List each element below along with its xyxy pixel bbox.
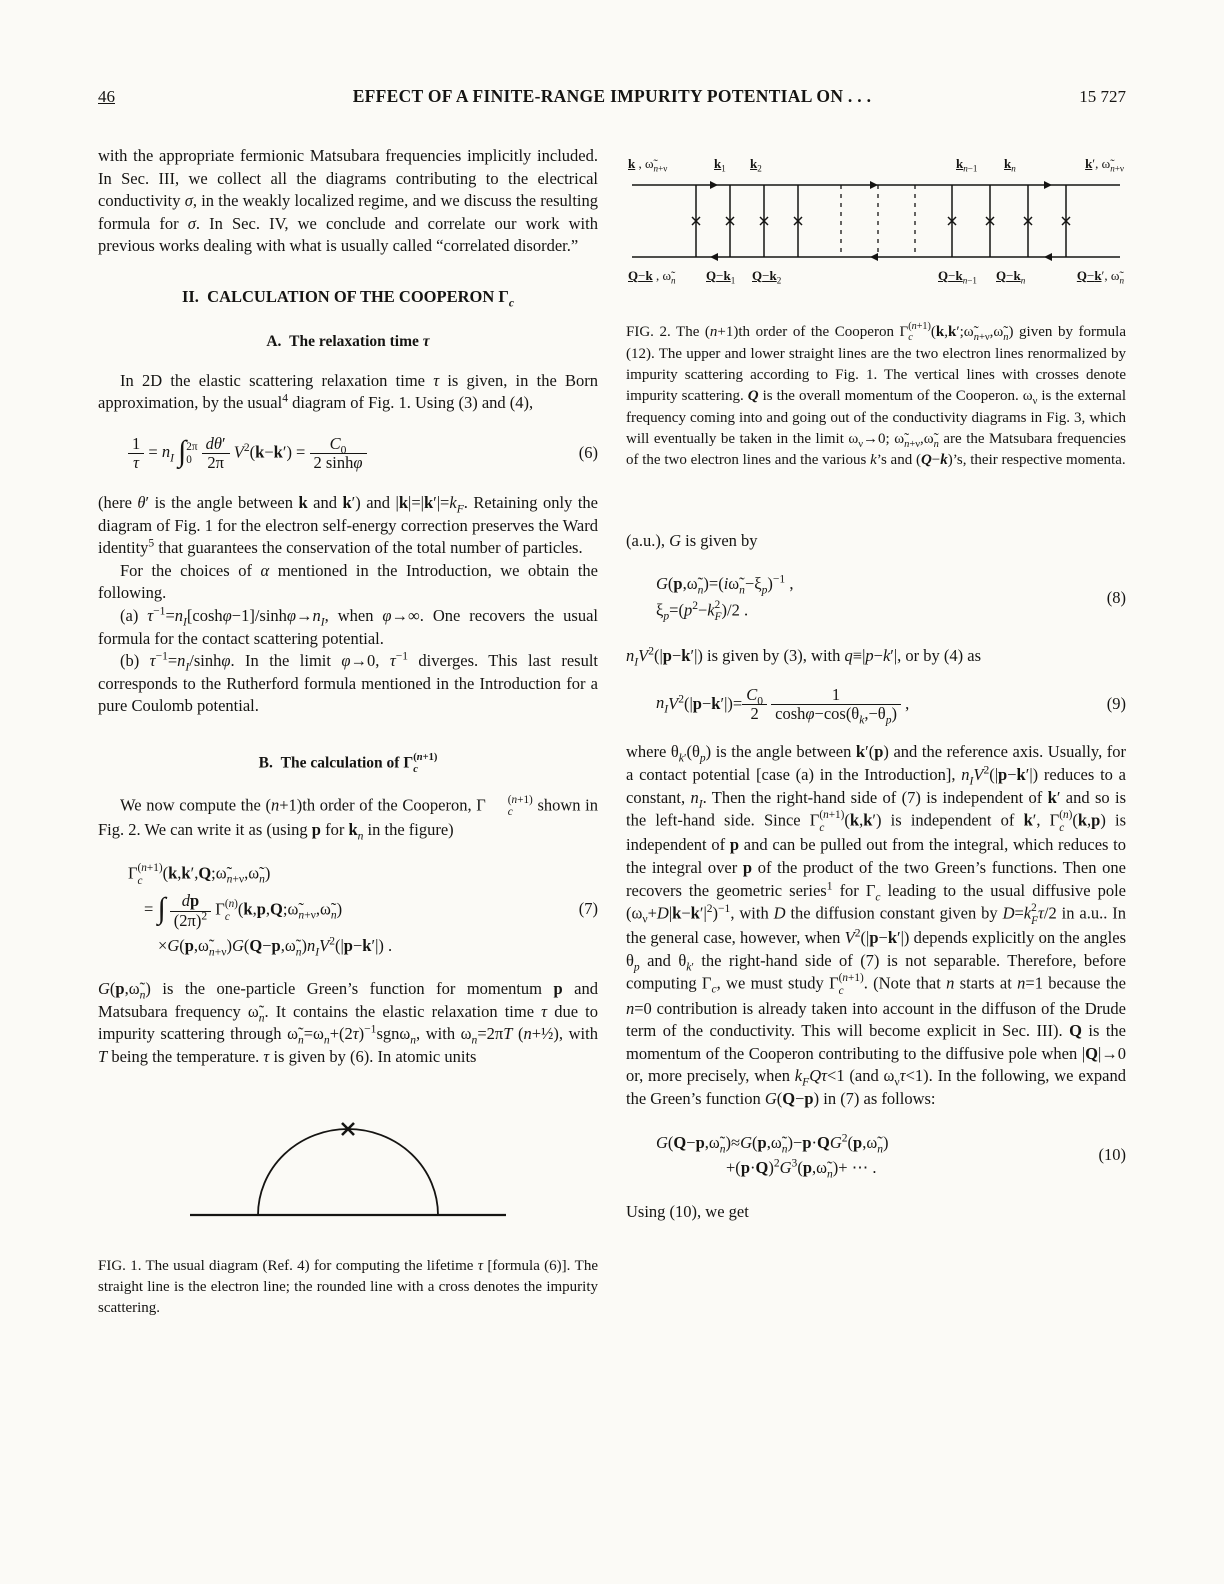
- paragraph-matsubara: with the appropriate fermionic Matsubara frequencies implicitly included. In Sec. III, we collect all the diagrams contributing to the electrical conductivity σ, in the weakly localized regime, and we discuss the resulting formula for σ. In Sec. IV, we conclude and correlate our work with previous works dealing with what is usually called “correlated disorder.”: [98, 146, 598, 256]
- journal-page-number: 15 727: [1079, 87, 1126, 106]
- equation-8-line1: $G(p,\omegã_n)=(i\omegã_n-\xi_p)^{-1}$ ,: [656, 573, 794, 597]
- equation-10-number: (10): [1098, 1145, 1126, 1165]
- equation-8-number: (8): [1106, 588, 1126, 608]
- equation-6-number: (6): [578, 443, 598, 463]
- section-heading-cooperon: II. CALCULATION OF THE COOPERON $\Gamma_c$: [181, 286, 515, 310]
- paragraph-case-a: (a) $\tau^{-1}=n_I[\cosh\varphi-1]/\sinh\varphi\to n_I$, when φ→∞. One recovers the usual formula for the contact scattering potential.: [98, 605, 598, 648]
- fig2-dashed-lines: [841, 185, 915, 257]
- paragraph-compute: We now compute the (n+1)th order of the Cooperon, Γ (n+1) c shown in Fig. 2. We can write it as (using p for $k_n$ in the figure): [98, 793, 599, 843]
- equation-9-body: $n_IV^2(|p-k'|)=$ $\frac{C_0}{2}$ $\frac{1}{\cosh\varphi-\cos(\theta_k,-\theta_p)}$ ,: [656, 684, 910, 727]
- paragraph-au: (a.u.), G is given by: [626, 530, 758, 550]
- running-title: EFFECT OF A FINITE-RANGE IMPURITY POTENTIAL ON . . .: [352, 86, 872, 106]
- equation-10-line2: $+(p\cdot Q)^2G^3(p,\omegã_n)+$ ⋯ .: [726, 1157, 877, 1181]
- equation-6-body: $\frac{1}{\tau}$ = $n_I$ ∫ 2π 0 $\frac{d\theta'}{2\pi}$ $V^2(k-k')$ = $\frac{C_0}{2 \sinh\varphi}$: [98, 433, 573, 474]
- equation-9-number: (9): [1106, 694, 1126, 714]
- fig2-label-k2: $k_2$: [750, 156, 762, 174]
- equation-9: [626, 684, 1126, 727]
- fig1-impurity-arc: [258, 1129, 438, 1215]
- equation-6: [98, 433, 598, 474]
- equation-10-body: [626, 1129, 1093, 1183]
- fig2-label-k-omega: k , $\omegã_{n+\nu}$: [628, 156, 668, 174]
- fig2-label-qk2: $Q-k_2$: [752, 268, 782, 286]
- equation-7-number: (7): [578, 899, 598, 919]
- subsection-calculation-gamma: B. The calculation of Γ (n+1) c: [258, 752, 438, 775]
- equation-7: [98, 859, 598, 960]
- equation-10-line1: $G(Q-p,\omegã_n)\approx G(p,\omegã_n)-p\cdot QG^2(p,\omegã_n)$: [656, 1132, 889, 1155]
- fig1-diagram-svg: [178, 1117, 518, 1232]
- paragraph-niv: $n_IV^2(|p-k'|)$ is given by (3), with q≡|p−k′|, or by (4) as: [626, 645, 982, 669]
- fig2-canvas: [626, 145, 1126, 297]
- paragraph-using: Using (10), we get: [626, 1201, 749, 1221]
- fig2-label-qkn: $Q-k_n$: [996, 268, 1026, 286]
- equation-7-line3: $\times G(p,\omegã_{n+\nu})G(Q-p,\omegã_n)n_IV^2(|p-k'|)$ .: [158, 935, 393, 958]
- fig2-impurity-lines: [696, 185, 1066, 257]
- page-number: 46: [98, 87, 115, 106]
- paragraph-relaxation: In 2D the elastic scattering relaxation time τ is given, in the Born approximation, by the usual$^4$ diagram of Fig. 1. Using (3) and (4),: [98, 370, 598, 413]
- fig2-label-qk1: $Q-k_1$: [706, 268, 736, 286]
- equation-7-body: [98, 859, 573, 960]
- equation-10: [626, 1129, 1126, 1183]
- equation-7-line2: = ∫ $\frac{dp}{(2\pi)^2}$ Γ (n) c $(k,p,Q;\omegã_{n+\nu},\omegã_n)$: [144, 891, 343, 930]
- equation-8: [626, 570, 1126, 627]
- figure-1-caption: FIG. 1. The usual diagram (Ref. 4) for computing the lifetime τ [formula (6)]. The straight line is the electron line; the rounded line with a cross denotes the impurity scattering.: [98, 1257, 598, 1317]
- paragraph-choices: For the choices of α mentioned in the Introduction, we obtain the following.: [98, 560, 598, 603]
- fig2-label-k1: $k_1$: [714, 156, 726, 174]
- paragraph-case-b: (b) $\tau^{-1}=n_I$/sinhφ. In the limit φ→0, $\tau^{-1}$ diverges. This last result corresponds to the Rutherford formula mentioned in the Introduction for a pure Coulomb potential.: [98, 650, 598, 716]
- figure-1: [178, 1117, 518, 1232]
- equation-8-line2: $\xi_p=(p^2-k$ 2 F )/2 .: [656, 598, 749, 624]
- fig2-label-kn-1: $k_{n-1}$: [956, 156, 978, 174]
- fig2-ladder-svg: [626, 145, 1126, 297]
- fig2-arrowheads: [710, 181, 1052, 261]
- figure-2: [626, 145, 1126, 297]
- fig2-label-kprime: k′, $\omegã_{n+\nu}$: [1085, 156, 1124, 174]
- fig2-label-qkn-1: $Q-k_{n-1}$: [938, 268, 977, 286]
- paragraph-where: where $\theta_{k'}(\theta_p)$ is the angle between k′(p) and the reference axis. Usually, for a contact potential [case (a) in the Introduction], $n_IV^2(|p-k'|)$ reduces to a constant, $n_I$. Then the right-hand side of (7) is independent of k′ and so is the left-hand side. Since Γ (n+1) c (k,k′) is independent of k′, Γ (n) c (k,p) is independent of p and can be pulled out from the integral, which reduces to the integral over p of the product of the two Green’s functions. Then one recovers the geometric series$^1$ for $\Gamma_c$ leading to the usual diffusive pole $(\omega_\nu+D|k-k'|^2)^{-1}$, with D the diffusion constant given by D=k 2 F τ/2 in a.u.. In the general case, however, when $V^2(|p-k'|)$ depends explicitly on the angles $\theta_p$ and $\theta_{k'}$ the right-hand side of (7) is not separable. Therefore, before computing $\Gamma_c$, we must study Γ (n+1) c . (Note that n starts at n=1 because the n=0 contribution is already taken into account in the diffuson of the Drude term of the conductivity. This will become explicit in Sec. III). Q is the momentum of the Cooperon contributing to the diffusive pole when |Q|→0 or, more precisely, when $k_FQ\tau<1$ (and $\omega_\nu\tau<1$). In the following, we expand the Green’s function G(Q−p) in (7) as follows:: [626, 742, 1127, 1108]
- left-column: [98, 145, 598, 1319]
- fig2-label-qkprime: Q−k′, $\omegã_n$: [1076, 268, 1124, 286]
- figure-2-caption: FIG. 2. The (n+1)th order of the Cooperon Γ (n+1) c $(k,k';\omegã_{n+\nu},\omegã_n)$ given by formula (12). The upper and lower straight lines are the two electron lines renormalized by impurity scattering according to Fig. 1. The vertical lines with crosses denote impurity scattering. Q is the overall momentum of the Cooperon. $\omega_\nu$ is the external frequency coming into and going out of the conductivity diagrams in Fig. 3, which will eventually be taken in the limit $\omega_\nu\to 0$; $\omegã_{n+\nu},\omegã_n$ are the Matsubara frequencies of the two electron lines and the various k’s and (Q−k)’s, their respective momenta.: [626, 321, 1127, 469]
- page-header: [98, 86, 1126, 107]
- equation-8-body: [626, 570, 1101, 627]
- two-column-body: [98, 145, 1126, 1319]
- fig2-label-qk-omega: Q−k , $\omegã_n$: [628, 268, 676, 286]
- paragraph-green-function: $G(p,\omegã_n)$ is the one-particle Green’s function for momentum p and Matsubara frequency $\omegã_n$. It contains the elastic relaxation time τ due to impurity scattering through $\omegã_n=\omega_n+(2\tau)^{-1}sgn\omega_n$, with $\omega_n=2\pi T$ (n+½), with T being the temperature. τ is given by (6). In atomic units: [98, 979, 598, 1066]
- paragraph-here-theta: (here θ′ is the angle between k and k′) and $|k|=|k'|=k_F$. Retaining only the diagram of Fig. 1 for the electron self-energy correction preserves the Ward identity$^5$ that guarantees the conservation of the total number of particles.: [98, 493, 598, 558]
- fig2-label-kn: $k_n$: [1004, 156, 1016, 174]
- right-column: [626, 145, 1126, 1319]
- subsection-relaxation-time: A. The relaxation time τ: [266, 332, 430, 350]
- fig2-cross-icons: [692, 217, 1070, 225]
- equation-7-line1: Γ (n+1) c $(k,k',Q;\omegã_{n+\nu},\omegã_n)$: [128, 862, 271, 887]
